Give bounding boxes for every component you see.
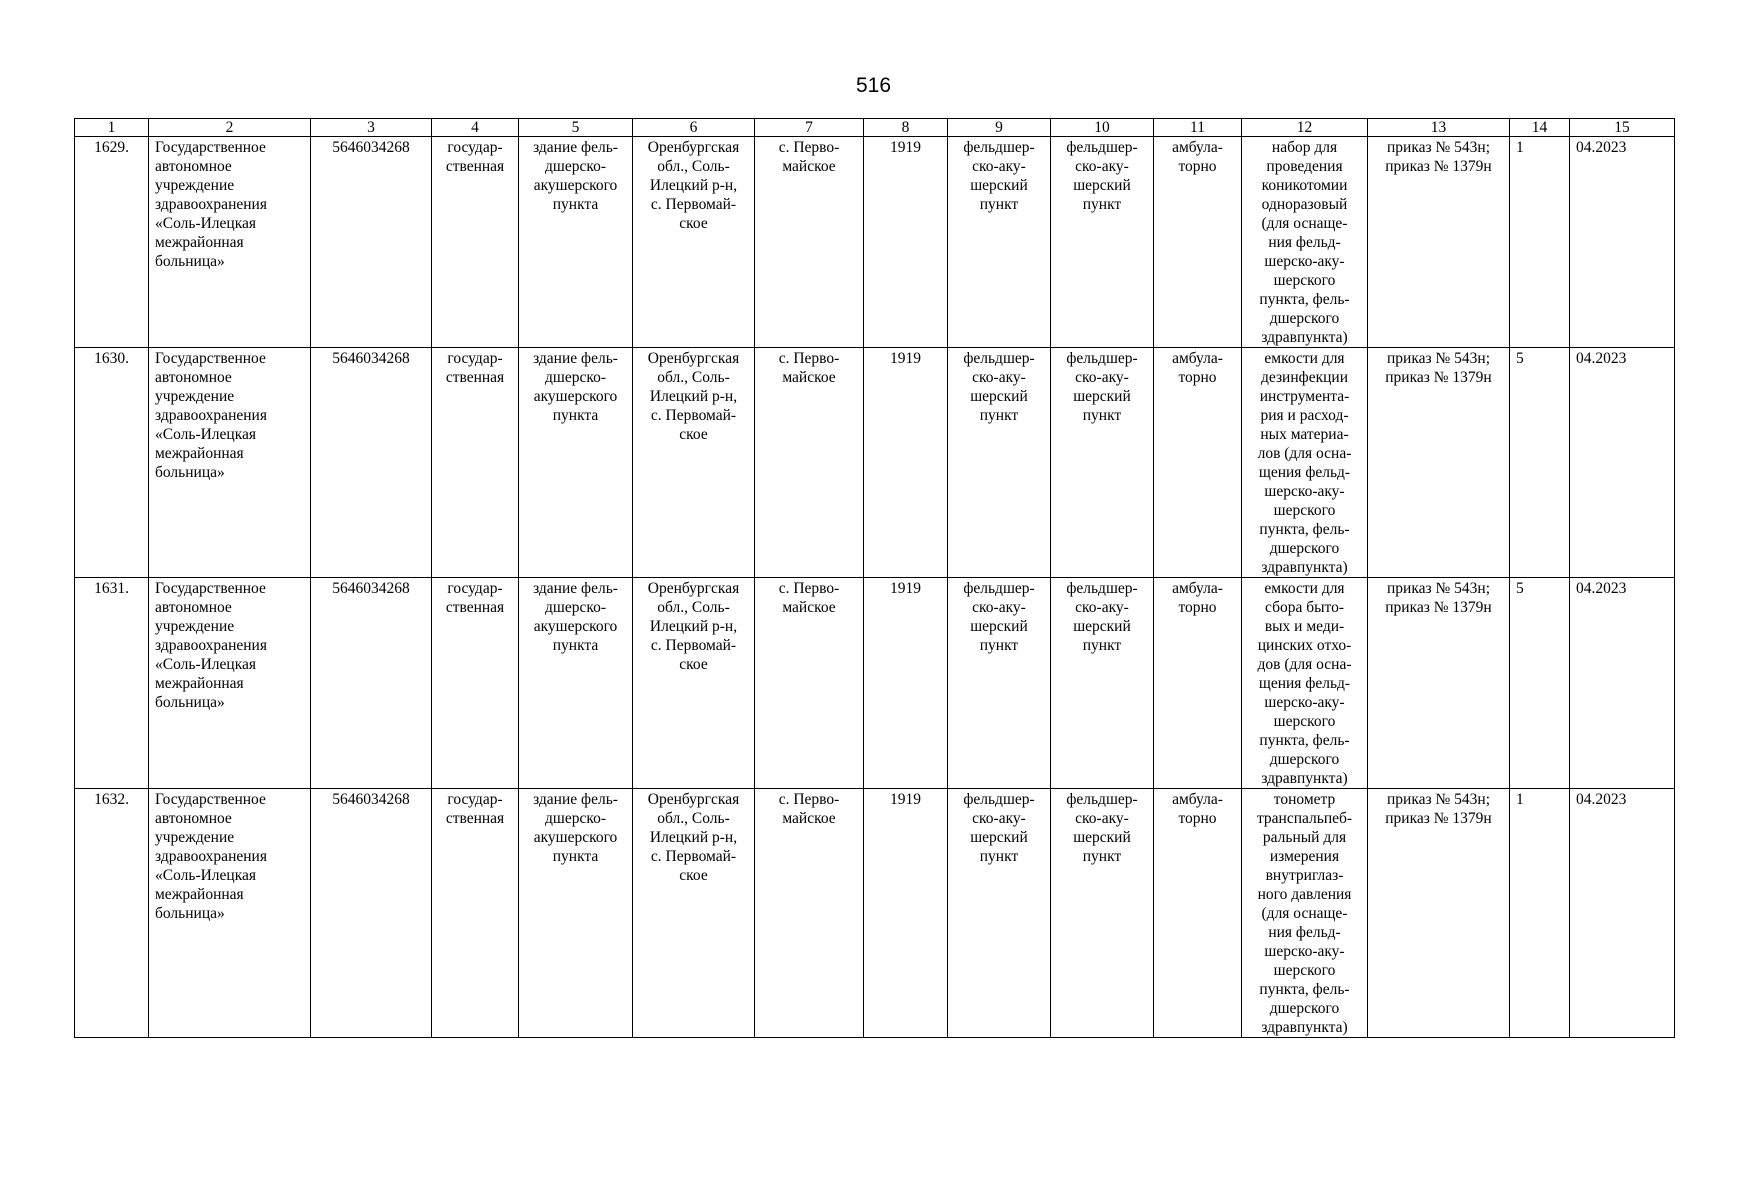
equipment: тонометр транспальпеб- ральный для измерения внутриглаз- ного давления (для оснаще- ния фельд- шерско-аку- шерского пункта, фель- дшерского здравпункта) — [1242, 789, 1368, 1038]
facility-type: фельдшер- ско-аку- шерский пункт — [948, 348, 1051, 578]
care-form: амбула- торно — [1154, 578, 1242, 789]
column-header: 5 — [519, 119, 633, 137]
row-number: 1630. — [75, 348, 149, 578]
unit-type: фельдшер- ско-аку- шерский пункт — [1051, 137, 1154, 348]
year: 1919 — [864, 789, 948, 1038]
year: 1919 — [864, 137, 948, 348]
year: 1919 — [864, 348, 948, 578]
ownership: государ- ственная — [432, 578, 519, 789]
unit-type: фельдшер- ско-аку- шерский пункт — [1051, 578, 1154, 789]
order: приказ № 543н; приказ № 1379н — [1368, 578, 1510, 789]
row-number: 1629. — [75, 137, 149, 348]
organization-name: Государственное автономное учреждение здравоохранения «Соль-Илецкая межрайонная больница» — [149, 578, 311, 789]
address: Оренбургская обл., Соль- Илецкий р-н, с. Первомай- ское — [633, 789, 755, 1038]
building: здание фель- дшерско- акушерского пункта — [519, 137, 633, 348]
column-header: 12 — [1242, 119, 1368, 137]
equipment: набор для проведения коникотомии одноразовый (для оснаще- ния фельд- шерско-аку- шерского пункта, фель- дшерского здравпункта) — [1242, 137, 1368, 348]
locality: с. Перво- майское — [755, 578, 864, 789]
table-row — [75, 348, 1675, 578]
inn: 5646034268 — [311, 578, 432, 789]
facility-type: фельдшер- ско-аку- шерский пункт — [948, 578, 1051, 789]
organization-name: Государственное автономное учреждение здравоохранения «Соль-Илецкая межрайонная больница» — [149, 137, 311, 348]
facility-type: фельдшер- ско-аку- шерский пункт — [948, 789, 1051, 1038]
row-number: 1631. — [75, 578, 149, 789]
quantity: 1 — [1510, 789, 1570, 1038]
ownership: государ- ственная — [432, 348, 519, 578]
address: Оренбургская обл., Соль- Илецкий р-н, с. Первомай- ское — [633, 348, 755, 578]
column-header: 8 — [864, 119, 948, 137]
register-table — [74, 118, 1675, 1038]
column-header: 1 — [75, 119, 149, 137]
care-form: амбула- торно — [1154, 137, 1242, 348]
date: 04.2023 — [1570, 137, 1675, 348]
column-header: 13 — [1368, 119, 1510, 137]
organization-name: Государственное автономное учреждение здравоохранения «Соль-Илецкая межрайонная больница» — [149, 789, 311, 1038]
column-header: 3 — [311, 119, 432, 137]
locality: с. Перво- майское — [755, 348, 864, 578]
column-header: 14 — [1510, 119, 1570, 137]
building: здание фель- дшерско- акушерского пункта — [519, 789, 633, 1038]
care-form: амбула- торно — [1154, 789, 1242, 1038]
inn: 5646034268 — [311, 789, 432, 1038]
page-number: 516 — [855, 74, 892, 97]
date: 04.2023 — [1570, 348, 1675, 578]
ownership: государ- ственная — [432, 789, 519, 1038]
table-row — [75, 137, 1675, 348]
unit-type: фельдшер- ско-аку- шерский пункт — [1051, 789, 1154, 1038]
column-header: 11 — [1154, 119, 1242, 137]
column-header: 6 — [633, 119, 755, 137]
equipment: емкости для дезинфекции инструмента- рия и расход- ных материа- лов (для осна- щения фельд- шерско-аку- шерского пункта, фель- дшерского здравпункта) — [1242, 348, 1368, 578]
order: приказ № 543н; приказ № 1379н — [1368, 789, 1510, 1038]
order: приказ № 543н; приказ № 1379н — [1368, 348, 1510, 578]
quantity: 1 — [1510, 137, 1570, 348]
order: приказ № 543н; приказ № 1379н — [1368, 137, 1510, 348]
inn: 5646034268 — [311, 137, 432, 348]
table-row — [75, 578, 1675, 789]
year: 1919 — [864, 578, 948, 789]
address: Оренбургская обл., Соль- Илецкий р-н, с. Первомай- ское — [633, 578, 755, 789]
building: здание фель- дшерско- акушерского пункта — [519, 578, 633, 789]
column-number-row — [75, 119, 1675, 137]
facility-type: фельдшер- ско-аку- шерский пункт — [948, 137, 1051, 348]
date: 04.2023 — [1570, 789, 1675, 1038]
building: здание фель- дшерско- акушерского пункта — [519, 348, 633, 578]
quantity: 5 — [1510, 348, 1570, 578]
column-header: 15 — [1570, 119, 1675, 137]
unit-type: фельдшер- ско-аку- шерский пункт — [1051, 348, 1154, 578]
column-header: 10 — [1051, 119, 1154, 137]
ownership: государ- ственная — [432, 137, 519, 348]
inn: 5646034268 — [311, 348, 432, 578]
organization-name: Государственное автономное учреждение здравоохранения «Соль-Илецкая межрайонная больница» — [149, 348, 311, 578]
locality: с. Перво- майское — [755, 137, 864, 348]
column-header: 2 — [149, 119, 311, 137]
column-header: 9 — [948, 119, 1051, 137]
address: Оренбургская обл., Соль- Илецкий р-н, с. Первомай- ское — [633, 137, 755, 348]
quantity: 5 — [1510, 578, 1570, 789]
equipment: емкости для сбора быто- вых и меди- цинских отхо- дов (для осна- щения фельд- шерско-аку- шерского пункта, фель- дшерского здравпункта) — [1242, 578, 1368, 789]
date: 04.2023 — [1570, 578, 1675, 789]
table-row — [75, 789, 1675, 1038]
column-header: 4 — [432, 119, 519, 137]
locality: с. Перво- майское — [755, 789, 864, 1038]
care-form: амбула- торно — [1154, 348, 1242, 578]
column-header: 7 — [755, 119, 864, 137]
row-number: 1632. — [75, 789, 149, 1038]
